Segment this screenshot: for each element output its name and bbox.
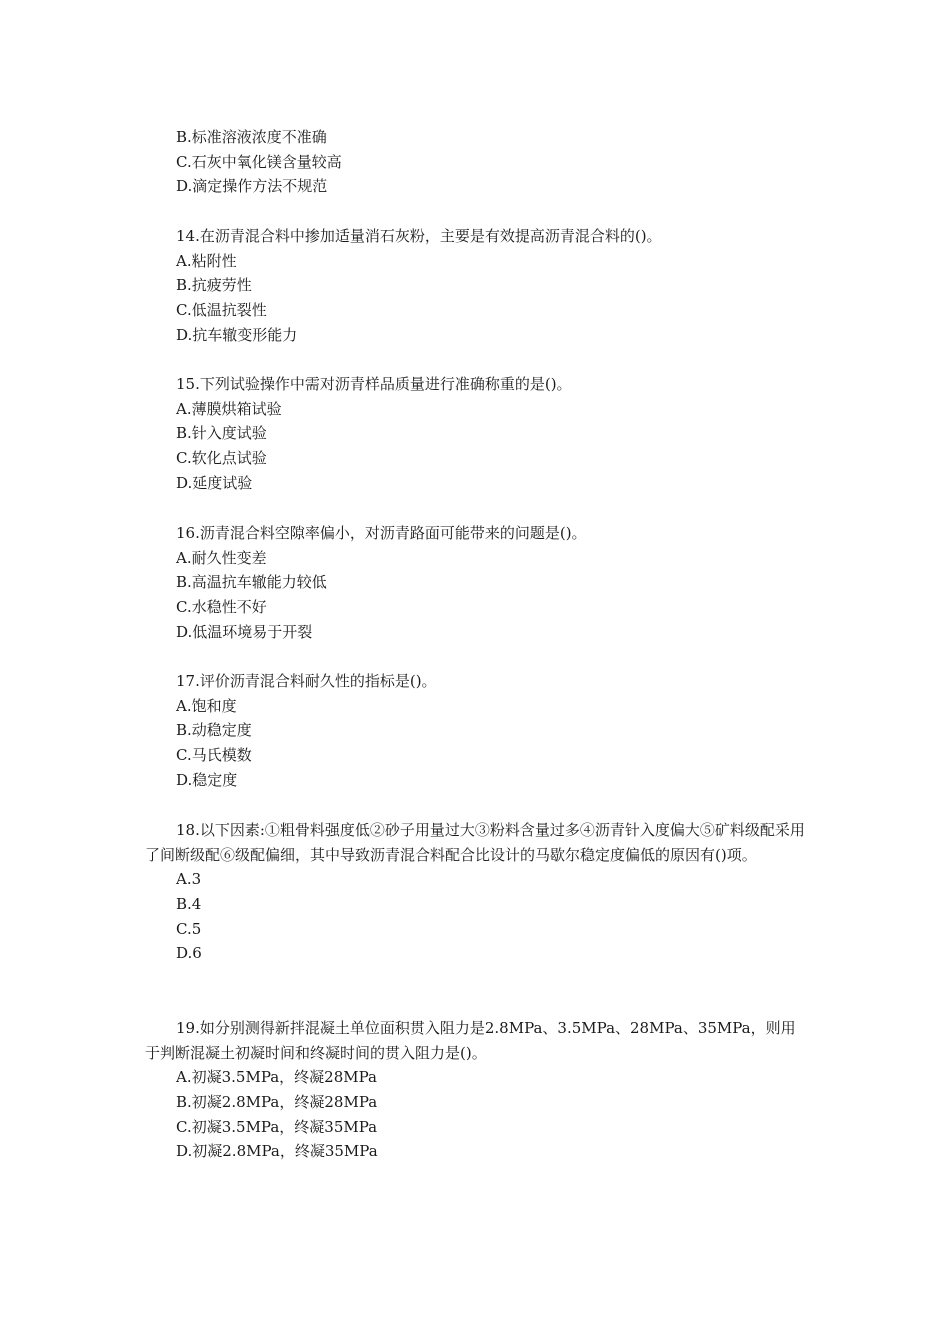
question-stem: 14.在沥青混合料中掺加适量消石灰粉，主要是有效提高沥青混合料的()。	[176, 227, 662, 245]
option-a: A.薄膜烘箱试验	[176, 399, 282, 418]
question-stem: 17.评价沥青混合料耐久性的指标是()。	[176, 672, 437, 690]
option-d: D.6	[176, 944, 202, 963]
question-stem: 18.以下因素:①粗骨料强度低②砂子用量过大③粉料含量过多④沥青针入度偏大⑤矿料级配采用了间断级配⑥级配偏细，其中导致沥青混合料配合比设计的马歇尔稳定度偏低的原因有()项。	[145, 821, 805, 864]
option-c: C.马氏模数	[176, 746, 252, 765]
option-a: A.粘附性	[176, 251, 237, 270]
option-d: D.稳定度	[176, 770, 238, 789]
option-a: A.3	[176, 870, 202, 889]
option-a: A.耐久性变差	[176, 548, 267, 567]
option-b: B.抗疲劳性	[176, 276, 252, 295]
option-b: B.初凝2.8MPa，终凝28MPa	[176, 1093, 378, 1112]
option-c: C.低温抗裂性	[176, 301, 267, 320]
option-b: B.高温抗车辙能力较低	[176, 573, 327, 592]
question-13-options	[145, 125, 805, 199]
question-stem: 19.如分别测得新拌混凝土单位面积贯入阻力是2.8MPa、3.5MPa、28MPa、35MPa，则用于判断混凝土初凝时间和终凝时间的贯入阻力是()。	[145, 1019, 796, 1062]
option-a: A.饱和度	[176, 696, 237, 715]
option-d: D.低温环境易于开裂	[176, 622, 313, 641]
option-d: D.滴定操作方法不规范	[176, 177, 328, 196]
option-c: C.水稳性不好	[176, 598, 267, 617]
question-15	[145, 372, 805, 495]
question-stem: 16.沥青混合料空隙率偏小，对沥青路面可能带来的问题是()。	[176, 524, 587, 542]
question-14	[145, 224, 805, 347]
question-stem: 15.下列试验操作中需对沥青样品质量进行准确称重的是()。	[176, 375, 572, 393]
option-d: D.初凝2.8MPa，终凝35MPa	[176, 1142, 378, 1161]
option-b: B.动稳定度	[176, 721, 252, 740]
option-d: D.抗车辙变形能力	[176, 325, 298, 344]
question-17	[145, 669, 805, 792]
question-16	[145, 521, 805, 644]
option-d: D.延度试验	[176, 473, 253, 492]
option-c: C.5	[176, 919, 202, 938]
option-c: C.石灰中氧化镁含量较高	[176, 152, 342, 171]
option-a: A.初凝3.5MPa，终凝28MPa	[176, 1068, 377, 1087]
question-19	[145, 1016, 805, 1164]
option-b: B.针入度试验	[176, 424, 267, 443]
option-c: C.软化点试验	[176, 449, 267, 468]
question-18	[145, 818, 805, 966]
option-b: B.标准溶液浓度不准确	[176, 128, 327, 146]
option-c: C.初凝3.5MPa，终凝35MPa	[176, 1117, 378, 1136]
option-b: B.4	[176, 895, 202, 914]
